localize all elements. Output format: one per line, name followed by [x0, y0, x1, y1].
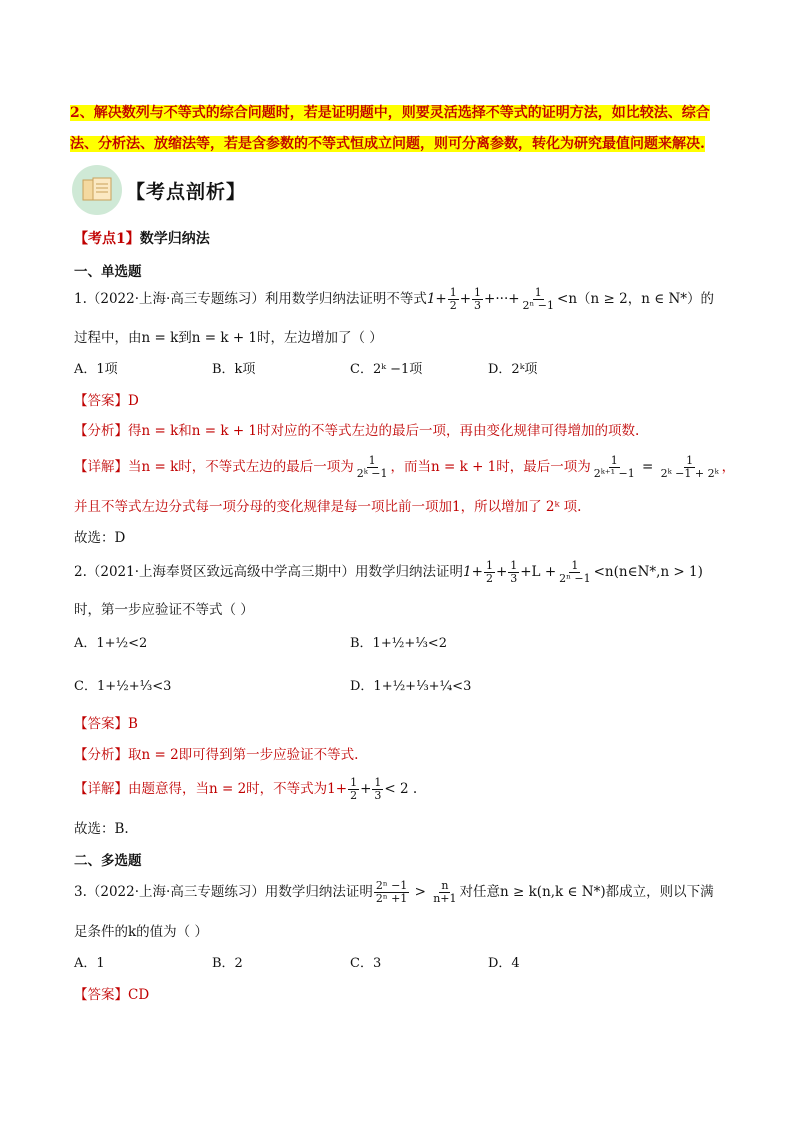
q1-answer: 【答案】D [74, 393, 139, 409]
q2-option-b: B．1+½+⅓<2 [350, 636, 447, 651]
q3-option-c: C．3 [350, 956, 382, 971]
q1-option-c: C．2ᵏ −1项 [350, 362, 423, 377]
part-heading-multi: 二、多选题 [74, 853, 142, 869]
intro-line-2: 法、分析法、放缩法等，若是含参数的不等式恒成立问题，则可分离参数，转化为研究最值问题来解决. [70, 136, 705, 152]
q2-choice: 故选：B. [74, 821, 129, 837]
section-header [72, 162, 246, 218]
q3-stem-line2: 足条件的k的值为（ ） [74, 924, 208, 940]
q2-option-d: D．1+½+⅓+¼<3 [350, 679, 472, 694]
q1-option-d: D．2ᵏ项 [488, 362, 538, 377]
q1-option-b: B．k项 [212, 362, 256, 377]
q1-stem: 1.（2022·上海·高三专题练习）利用数学归纳法证明不等式1+ $\frac{1}{2}$ + $\frac{1}{3}$ +···+ $\frac{1}{\text{2ⁿ −1}}$ <n（n ≥ 2，n ∈ N*）的 [74, 286, 715, 312]
q3-stem: 3.（2022·上海·高三专题练习）用数学归纳法证明 $\frac{\text{2ⁿ −1}}{\text{2ⁿ +1}}$ > $\frac{n}{n+1}$ 对任意n ≥ k(n,k ∈ N*)都成立，则以下满 [74, 879, 714, 905]
section-title: 【考点剖析】 [126, 180, 247, 203]
part-heading-single: 一、单选题 [74, 264, 142, 280]
q2-detail: 【详解】由题意得，当n = 2时，不等式为1+ $\frac{1}{2}$ + $\frac{1}{3}$ < 2 . [74, 776, 418, 802]
q2-stem-line2: 时，第一步应验证不等式（ ） [74, 602, 254, 618]
q3-answer: 【答案】CD [74, 987, 150, 1003]
q2-option-a: A．1+½<2 [74, 636, 148, 651]
q1-stem-line2: 过程中，由n = k到n = k + 1时，左边增加了（ ） [74, 330, 383, 346]
q2-answer: 【答案】B [74, 716, 138, 732]
intro-line-1: 2、解决数列与不等式的综合问题时，若是证明题中，则要灵活选择不等式的证明方法，如比较法、综合 [70, 105, 710, 121]
kaodian-heading: 【考点1】数学归纳法 [74, 231, 210, 247]
intro-highlight [70, 98, 720, 160]
q1-analysis: 【分析】得n = k和n = k + 1时对应的不等式左边的最后一项，再由变化规律可得增加的项数. [74, 423, 640, 439]
q3-option-a: A．1 [74, 956, 105, 971]
q3-option-d: D．4 [488, 956, 520, 971]
q1-detail-line2: 并且不等式左边分式每一项分母的变化规律是每一项比前一项加1，所以增加了 2ᵏ 项. [74, 499, 582, 515]
q2-analysis: 【分析】取n = 2即可得到第一步应验证不等式. [74, 747, 359, 763]
document-icon [72, 165, 122, 215]
q1-detail: 【详解】当n = k时，不等式左边的最后一项为 $\frac{1}{\text{2ᵏ −1}}$ ，而当n = k + 1时，最后一项为 $\frac{1}{\text{2ᵏ⁺¹ −1}}$ = $\frac{1}{\text{2ᵏ −1 + 2ᵏ}}$ ， [74, 454, 736, 480]
q3-option-b: B．2 [212, 956, 243, 971]
q1-option-a: A．1项 [74, 362, 118, 377]
q2-stem: 2.（2021·上海奉贤区致远高级中学高三期中）用数学归纳法证明1+ $\frac{1}{2}$ + $\frac{1}{3}$ +L + $\frac{1}{\text{2ⁿ −1}}$ <n(n∈N*,n > 1) [74, 559, 703, 585]
q1-choice: 故选：D [74, 530, 126, 546]
q2-option-c: C．1+½+⅓<3 [74, 679, 172, 694]
